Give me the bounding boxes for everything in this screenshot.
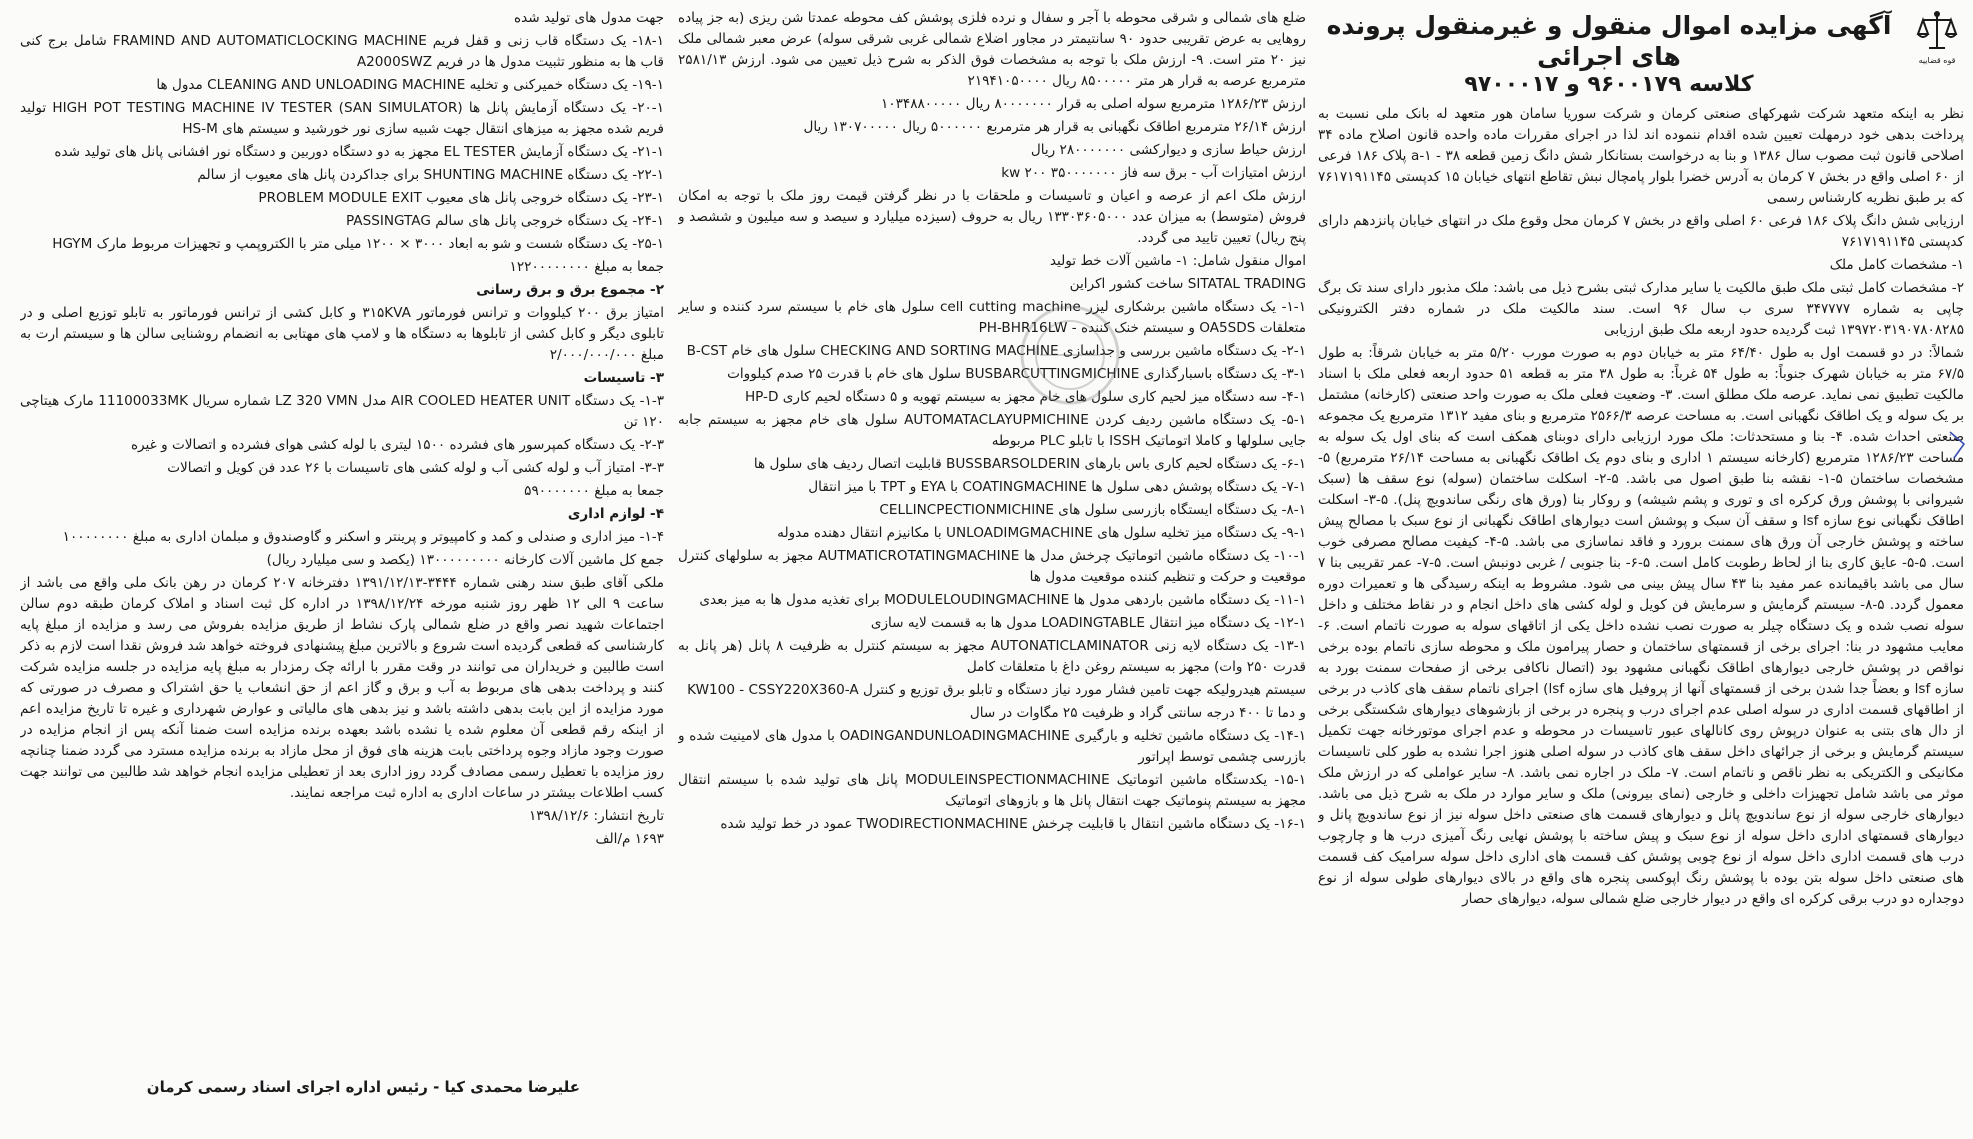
judiciary-emblem-icon [1910,8,1964,70]
column-3-paragraph: ۲۱-۱- یک دستگاه آزمایش EL TESTER مجهز به دو دستگاه دوربین و دستگاه نور افشانی پانل های تولید شده [54,144,664,160]
column-2-paragraph: ۳-۱- یک دستگاه باسبارگذاری BUSBARCUTTINGMICHINE سلول های خام با قدرت ۲۵ صدم کیلووات [727,366,1306,382]
column-3-heading: ۲- مجموع برق و برق رسانی [476,282,664,298]
column-3-paragraph: جمعا به مبلغ ۱۲۲۰۰۰۰۰۰۰۰ [509,259,664,275]
column-3-paragraph: ۲۴-۱- یک دستگاه خروجی پانل های سالم PASSINGTAG [345,213,664,229]
column-1-paragraph: ۲- مشخصات کامل ثبتی ملک طبق مالکیت یا سایر مدارک ثبتی بشرح ذیل می باشد: ملک مذبور دارای سند تک برگ چاپی به شماره ۳۴۷۷۷۷ سری ب سال ۹۶ است. سند مالکیت ملک در شماره دفتر الکترونیکی ۱۳۹۷۲۰۳۱۹۰۷۸۰۸۲۸۵ ثبت گردیده حدود اربعه ملک طبق ارزیابی [1318,280,1964,338]
column-2-paragraph: ارزش امتیازات آب - برق سه فاز ۳۵۰۰۰۰۰۰۰ kw ۲۰۰ [1001,165,1306,181]
column-2-paragraph: ارزش حیاط سازی و دیوارکشی ۲۸۰۰۰۰۰۰۰ ریال [1030,142,1306,158]
column-3-paragraph: ۲۰-۱- یک دستگاه آزمایش پانل ها HIGH POT TESTING MACHINE IV TESTER (SAN SIMULATOR) تولید فریم شده مجهز به میزهای انتقال جهت شبیه سازی نور خورشید و سیستم های HS-M [20,100,664,137]
column-2-paragraph: ۸-۱- یک دستگاه ایستگاه بازرسی سلول های CELLINCPECTIONMICHINE [879,502,1306,518]
registry-stamp-watermark [1010,300,1130,410]
column-2-paragraph: ارزش ملک اعم از عرصه و اعیان و تاسیسات و ملحقات با در نظر گرفتن قیمت روز ملک با توجه به امکان فروش (متوسط) به میزان عدد ۱۳۳۰۳۶۰۵۰۰۰ ریال به حروف (سیزده میلیارد و سیصد و سه میلیون و ششصد و پنج ریال) تعیین تایید می گردد. [678,188,1306,246]
notice-title: آگهی مزایده اموال منقول و غیرمنقول پرونده های اجرائی [1326,11,1892,71]
column-2-paragraph: ۷-۱- یک دستگاه پوشش دهی سلول ها COATINGMACHINE با EYA و TPT با میز انتقال [808,479,1306,495]
column-2-paragraph: ارزش ۲۶/۱۴ مترمربع اطاقک نگهبانی به قرار هر مترمربع ۵۰۰۰۰۰۰ ریال ۱۳۰۷۰۰۰۰۰ ریال [803,119,1306,135]
column-3-paragraph: ۱-۳- یک دستگاه AIR COOLED HEATER UNIT مدل LZ 320 VMN شماره سریال 11100033MK مارک هیتاچی ۱۲۰ تن [20,393,664,430]
column-3-paragraph: ملکی آقای طبق سند رهنی شماره ۳۴۴۴-۱۳۹۱/۱۲/۱۳ دفترخانه ۲۰۷ کرمان در رهن بانک ملی واقع می باشد از ساعت ۹ الی ۱۲ ظهر روز شنبه مورخه ۱۳۹۸/۱۲/۲۴ در اداره کل ثبت اسناد و املاک کرمان طبقه دوم سالن اجتماعات شهید نصر واقع در ضلع شمالی پارک نشاط از طریق مزایده بفروش می رسد و مزایده از مبلغ پایه کارشناسی که قطعی گردیده است شروع و بالاترین مبلغ پیشنهادی فروخته خواهد شد فروش نقدا است لازم به ذکر است طالبین و خریداران می توانند در وقت مقرر با ارائه چک رمزدار به مبلغ پایه مزایده در جلسه مزایده شرکت کنند و پرداخت بدهی های مربوط به آب و برق و گاز اعم از حق انشعاب یا حق اشتراک و مصرف در صورتی که مورد مزایده از این بابت بدهی داشته باشد و نیز بدهی های مالیاتی و عوارض شهرداری و غیره تا تاریخ مزایده اعم از اینکه رقم قطعی آن معلوم شده یا نشده باشد بعهده برنده مزایده است ضمنا آنکه پس از انجام مزایده در صورت وجود مازاد وجوه پرداختی بابت هزینه های فوق از محل مازاد به برنده مزایده مسترد می گردد ضمنا چنانچه روز مزایده با تعطیل رسمی مصادف گردد روز اداری بعد از تعطیلی مزایده انجام خواهد شد طالبین می توانند جهت کسب اطلاعات بیشتر در ساعات اداری به اداره ثبت مراجعه نمایند. [20,575,664,801]
column-3-heading: ۳- تاسیسات [583,370,664,386]
case-numbers: کلاسه ۹۶۰۰۱۷۹ و ۹۷۰۰۰۱۷ [1464,72,1754,97]
column-2-paragraph: ۱۰-۱- یک دستگاه ماشین اتوماتیک چرخش مدل ها AUTMATICROTATINGMACHINE مجهز به سلولهای کنترل موقعیت و حرکت و تنظیم کننده موقعیت مدول ها [678,548,1306,585]
pen-margin-mark [1948,430,1968,460]
column-3-paragraph: جهت مدول های تولید شده [514,10,664,26]
column-2-paragraph: SITATAL TRADING ساخت کشور اکراین [1069,276,1306,292]
notice-column-3 [20,8,664,1128]
column-2-paragraph: ۱۵-۱- یکدستگاه ماشین اتوماتیک MODULEINSPECTIONMACHINE پانل های تولید شده با سیستم انتقال مجهز به سیستم پنوماتیک جهت انتقال پانل ها و بازوهای اتوماتیک [678,772,1306,809]
column-2-paragraph: ۴-۱- سه دستگاه میز لحیم کاری سلول های خام مجهز به سیستم تهویه و ۵ دستگاه لحیم کاری HP-D [744,389,1306,405]
column-2-paragraph: ۱۳-۱- یک دستگاه لایه زنی AUTONATICLAMINATOR مجهز به سیستم کنترل به ظرفیت ۸ پانل (هر پانل به قدرت ۲۵۰ وات) مجهز به سیستم روغن داغ با متعلقات کامل [678,638,1306,675]
column-3-heading: ۴- لوازم اداری [567,506,664,522]
column-2-paragraph: ۱۶-۱- یک دستگاه ماشین انتقال با قابلیت چرخش TWODIRECTIONMACHINE عمود در خط تولید شده [720,816,1306,832]
emblem-caption: قوه قضاییه [1918,56,1956,65]
notice-column-2 [678,8,1306,1128]
signature-line: علیرضا محمدی کیا - رئیس اداره اجرای اسناد رسمی کرمان [146,1078,580,1096]
publish-date: تاریخ انتشار: ۱۳۹۸/۱۲/۶ [528,808,664,824]
reference-number: ۱۶۹۳ م/الف [595,831,664,847]
column-1-paragraph: نظر به اینکه متعهد شرکت شهرکهای صنعتی کرمان و شرکت سوریا سامان هور متعهد له بانک ملی نسبت به پرداخت بدهی خود درمهلت تعیین شده اقدام ننموده اند لذا در اجرای مقررات ماده واحده قانون اصلاح ماده ۳۴ اصلاحی قانون ثبت مصوب سال ۱۳۸۶ و بنا به درخواست بستانکار شش دانگ زمین قطعه ۳۸ - a-۱ پلاک ۱۸۶ فرعی از ۶۰ اصلی واقع در بخش ۷ کرمان به آدرس خضرا بلوار پامچال نبش تقاطع انتهای خیابان ۱۵ کدپستی ۷۶۱۷۱۹۱۱۴۵ که بر طبق نظریه کارشناس رسمی [1318,106,1964,206]
column-1-paragraph: ۱- مشخصات کامل ملک [1829,257,1964,273]
notice-header [1318,8,1964,98]
column-2-paragraph: ۱-۱- یک دستگاه ماشین برشکاری لیزر cell cutting machine سلول های خام با سیستم سرد کننده و سایر متعلقات OA5SDS و سیستم خنک کننده - PH-BHR16LW [678,299,1306,336]
title-wrap [1318,8,1900,98]
column-3-paragraph: ۱۸-۱- یک دستگاه قاب زنی و قفل فریم FRAMIND AND AUTOMATICLOCKING MACHINE شامل برج کنی قاب ها به منظور تثبیت مدول ها در فریم A2000SWZ [20,33,664,70]
column-2-paragraph: ضلع های شمالی و شرقی محوطه با آجر و سفال و نرده فلزی پوشش کف محوطه عمدتا شن ریزی (به جز پیاده روهایی به عرض تقریبی حدود ۹۰ سانتیمتر در مجاور اضلاع شمالی غربی شرقی سوله) عرض معبر شمالی ملک نیز ۲۰ متر است. ۹- ارزش ملک با توجه به مشخصات فوق الذکر به شرح ذیل تعیین می شود. ارزش ۲۵۸۱/۱۳ مترمربع عرصه به قرار هر متر ۸۵۰۰۰۰۰ ریال ۲۱۹۴۱۰۵۰۰۰۰ [678,10,1306,89]
column-3-paragraph: امتیاز برق ۲۰۰ کیلووات و ترانس فورماتور ۳۱۵KVA و کابل کشی از ترانس فورماتور به تابلو توزیع اصلی و در تابلوی دیگر و کابل کشی از تابلوها به دستگاه ها و لامپ های مهتابی به انضمام روشنایی سالن ها و سیستم ارت به مبلغ ۲/۰۰۰/۰۰۰/۰۰۰ [20,305,664,363]
column-2-paragraph: سیستم هیدرولیکه جهت تامین فشار مورد نیاز دستگاه و تابلو برق توزیع و کنترل KW100 - CSSY220X360-A [687,682,1306,698]
column-2-paragraph: ۱۴-۱- یک دستگاه ماشین تخلیه و بارگیری OADINGANDUNLOADINGMACHINE با مدول های لامینیت شده و بازرسی چشمی توسط اپراتور [678,728,1306,765]
column-3-paragraph: ۲-۳- یک دستگاه کمپرسور های فشرده ۱۵۰۰ لیتری با لوله کشی هوای فشرده و اتصالات و غیره [130,437,664,453]
column-1-paragraph: شمالاً: در دو قسمت اول به طول ۶۴/۴۰ متر به خیابان دوم به صورت مورب ۵/۲۰ متر به خیابان شرقاً: به طول ۶۷/۵ متر به خیابان شهرک جنوباً: به طول ۵۴ غرباً: به طول ۳۸ متر به قطعه ۵۱ حدود اربعه فعلی ملک با اسناد مالکیت تطبیق نمی نماید. عرصه ملک مطلق است. ۳- وضعیت فعلی ملک به صورت واحد صنعتی (کارخانه) مشتمل بر یک سوله و یک اطاقک نگهبانی است. به مساحت عرصه ۲۵۶۶/۳ مترمربع و بنای مفید ۱۳۱۲ مترمربع یک مجموعه صنعتی احداث شده. ۴- بنا و مستحدثات: ملک مورد ارزیابی دارای دوبنای همکف است که بنای اول یک سوله به مساحت ۱۲۸۶/۲۳ مترمربع (کارخانه سیستم ۱ اداری و بنای دوم یک اطاقک نگهبانی به مساحت ۲۶/۱۴ مترمربع) ۵- مشخصات ساختمان ۵-۱- نقشه بنا طبق اصول می باشد. ۵-۲- اسکلت ساختمان (سوله) نوع سقف ها (سبک شیروانی با پوشش ورق کرکره ای و توری و پشم شیشه) و روکار بنا (ورق های رنگی ساندویچ پنل). ۵-۳- اسکلت اطاقک نگهبانی نوع سازه lsf و سقف آن سبک و پوشش است دیوارهای اطاقک نگهبانی از نوع سبک با مصالح پیش ساخته و پوشش خارجی آن ورق های سمنت برورد و فاقد نماسازی می باشد. ۵-۴- کیفیت مصالح مصرفی خوب است. ۵-۵- عایق کاری بنا از لحاظ رطوبت کامل است. ۵-۶- بنا جنوبی / غربی دونبش است. ۵-۷- عمر تقریبی بنا ۷ سال می باشد باقیمانده عمر مفید بنا ۴۳ سال پیش بینی می شود. مشروط به اینکه رسیدگی ها و تعمیرات دوره معمول گردد. ۵-۸- سیستم گرمایش و سرمایش فن کویل و لوله کشی های داخل انجام و در نقاط مختلف و داخل سوله نصب شده و یک دستگاه چیلر به صورت نصب نشده داخل یکی از اتاقهای سوله به صورت ناتمام است. ۶- معایب مشهود در بنا: اجرای برخی از قسمتهای ساختمان و حصار پیرامون ملک و محوطه سازی ناتمام بوده برخی نواقص در پوشش خارجی دیوارهای اطاقک نگهبانی مشهود بود (اتصال ناکافی برخی از صفحات سمنت بورد به سازه lsf و بعضاً جدا شدن برخی از قسمتهای آنها از پروفیل های سازه lsf) اجرای ناتمام سقف های کاذب در برخی از اطاقهای قسمت اداری در سوله اصلی عدم اجرای درب و پنجره در برخی از بازشوهای دیوارهای شکستگی برخی از دال های بتنی به عنوان درپوش روی کانالهای عبور تاسیسات در محوطه و عدم اجرای موتورخانه جهت تکمیل سیستم گرمایش و برخی از جرائهای داخل سقف های کاذب در سوله اصلی هنوز اجرا نشده به طور کلی تاسیسات مکانیکی و الکتریکی به نظر ناقص و ناتمام است. ۷- ملک در اجاره نمی باشد. ۸- سایر عواملی که در ارزش ملک موثر می باشد شامل تجهیزات داخلی و خارجی (نمای بیرونی) ملک و سایر موارد در ملک به شرح ذیل می باشد. دیوارهای خارجی سوله از نوع ساندویچ پانل و دیوارهای قسمت های صنعتی داخل سوله نیز از نوع ساندویچ پانل و دیوارهای قسمتهای اداری داخل سوله از نوع سبک و پیش ساخته با پوشش نهایی رنگ آمیزی درب ها و چارچوب درب های قسمت اداری داخل سوله از نوع چوبی پوشش کف قسمت های اداری داخل سوله سرامیک کف قسمت های صنعتی داخل سوله بتن بوده با پوشش رنگ اپوکسی پنجره های واقع در بالای دیوارهای طولی سوله از نوع دوجداره دو درب برقی کرکره ای واقع در دیوار خارجی ضلع شمالی سوله، دیوارهای حصار [1318,345,1964,907]
column-2-paragraph: ۲-۱- یک دستگاه ماشین بررسی و جداسازی CHECKING AND SORTING MACHINE سلول های خام B-CST [686,343,1306,359]
column-3-paragraph: ۱۹-۱- یک دستگاه خمیرکنی و تخلیه CLEANING AND UNLOADING MACHINE مدول ها [156,77,664,93]
column-2-paragraph: ۱۲-۱- یک دستگاه میز انتقال LOADINGTABLE مدول ها به قسمت لایه سازی [870,615,1306,631]
column-3-paragraph: ۳-۳- امتیاز آب و لوله کشی آب و لوله کشی های تاسیسات با ۲۶ عدد فن کویل و اتصالات [167,460,664,476]
column-2-paragraph: و دما تا ۴۰۰ درجه سانتی گراد و ظرفیت ۲۵ مگاوات در سال [969,705,1306,721]
column-3-paragraph: جمعا به مبلغ ۵۹۰۰۰۰۰۰۰ [524,483,664,499]
column-2-paragraph: ارزش ۱۲۸۶/۲۳ مترمربع سوله اصلی به قرار ۸۰۰۰۰۰۰۰ ریال ۱۰۳۴۸۸۰۰۰۰۰ [881,96,1306,112]
column-3-paragraph: ۲۳-۱- یک دستگاه خروجی پانل های معیوب PROBLEM MODULE EXIT [258,190,664,206]
column-2-paragraph: اموال منقول شامل: ۱- ماشین آلات خط تولید [1049,253,1306,269]
column-1-paragraph: ارزیابی شش دانگ پلاک ۱۸۶ فرعی ۶۰ اصلی واقع در بخش ۷ کرمان محل وقوع ملک در انتهای خیابان پانزدهم دارای کدپستی ۷۶۱۷۱۹۱۱۴۵ [1318,213,1964,250]
column-2-paragraph: ۵-۱- یک دستگاه ماشین ردیف کردن AUTOMATACLAYUPMICHINE سلول های خام مجهز به سیستم جابه جایی سلولها و کاملا اتوماتیک ISSH با تابلو PLC مربوطه [678,412,1306,449]
column-3-paragraph: ۱-۴- میز اداری و صندلی و کمد و کامپیوتر و پرینتر و اسکنر و گاوصندوق و مبلمان اداری به مبلغ ۱۰۰۰۰۰۰۰۰ [62,529,664,545]
column-3-paragraph: جمع کل ماشین آلات کارخانه ۱۳۰۰۰۰۰۰۰۰۰ (یکصد و سی میلیارد ریال) [266,552,664,568]
column-2-paragraph: ۹-۱- یک دستگاه میز تخلیه سلول های UNLOADIMGMACHINE با مکانیزم انتقال دهنده مدوله [777,525,1306,541]
column-3-paragraph: ۲۲-۱- یک دستگاه SHUNTING MACHINE برای جداکردن پانل های معیوب از سالم [197,167,664,183]
column-3-paragraph: ۲۵-۱- یک دستگاه شست و شو به ابعاد ۳۰۰۰ × ۱۲۰۰ میلی متر با الکتروپمپ و تجهیزات مربوط مارک HGYM [52,236,664,252]
column-2-paragraph: ۶-۱- یک دستگاه لحیم کاری باس بارهای BUSSBARSOLDERIN قابلیت اتصال ردیف های سلول ها [753,456,1306,472]
notice-column-1 [1318,8,1964,1128]
column-2-paragraph: ۱۱-۱- یک دستگاه ماشین باردهی مدول ها MODULELOUDINGMACHINE برای تغذیه مدول ها به میز بعدی [699,592,1306,608]
